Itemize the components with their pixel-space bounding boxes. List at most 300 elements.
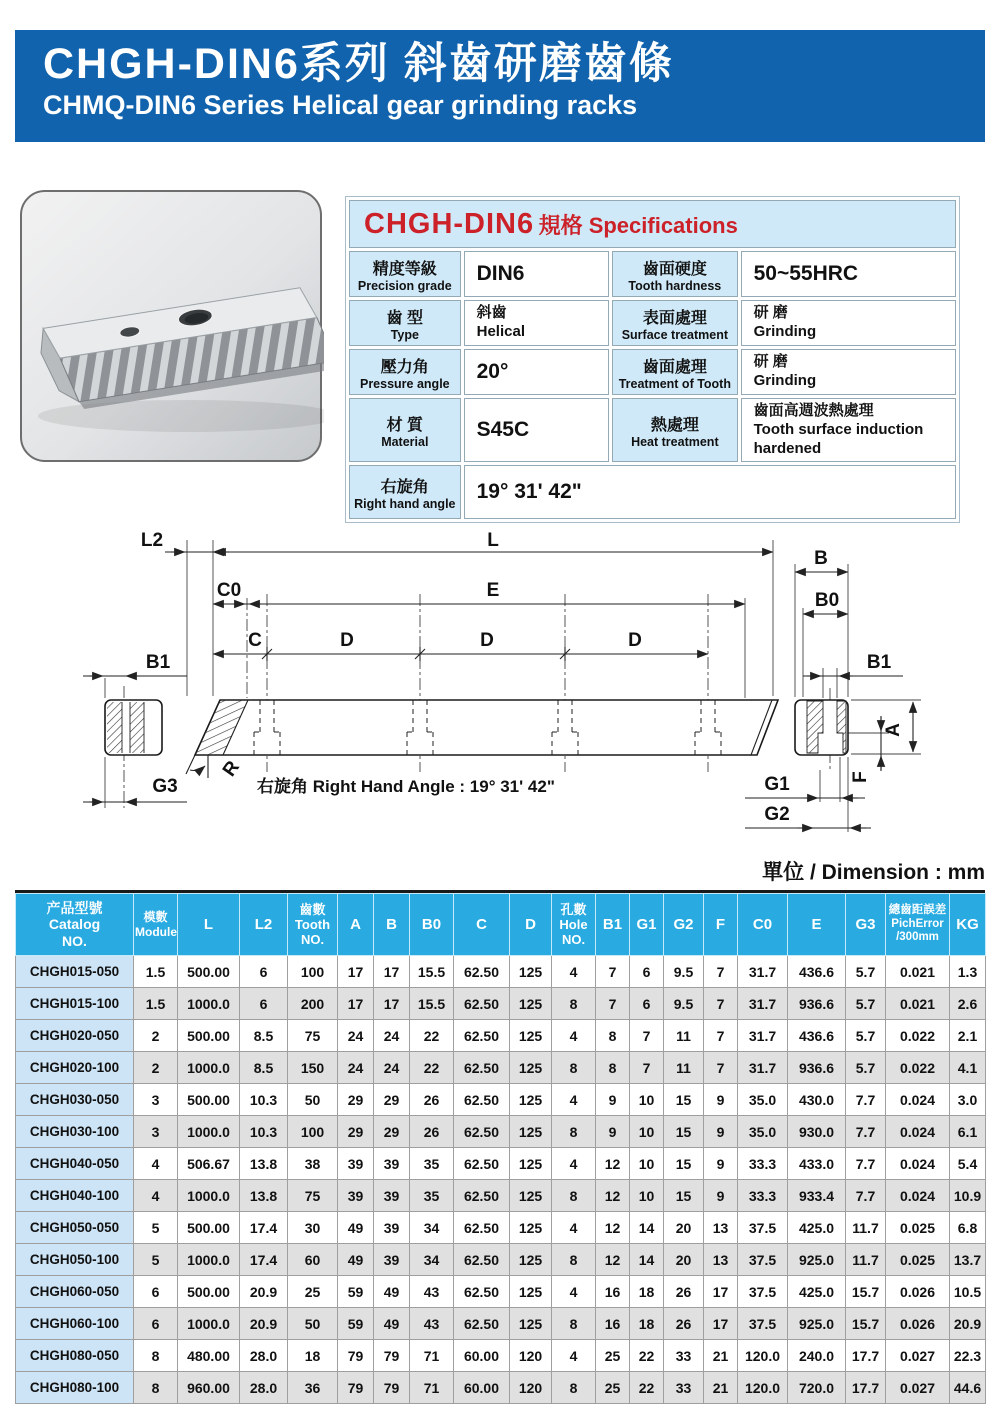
value-cell: 8 [596,1052,630,1084]
spec-value-cell: 20° [464,349,609,395]
value-cell: 5.7 [846,1020,886,1052]
page-header-banner [15,30,985,142]
dim-label-D2: D [480,630,494,651]
value-cell: 62.50 [454,1244,510,1276]
value-cell: 500.00 [178,956,240,988]
value-cell: 62.50 [454,1052,510,1084]
value-cell: 79 [338,1372,374,1404]
dim-label-G1: G1 [764,774,790,795]
value-cell: 49 [338,1212,374,1244]
value-cell: 433.0 [788,1148,846,1180]
value-cell: 7 [596,988,630,1020]
column-header: G1 [630,894,664,956]
value-cell: 10.5 [950,1276,986,1308]
value-cell: 125 [510,1180,552,1212]
page-title-zh: CHGH-DIN6系列 斜齒研磨齒條 [43,40,674,88]
value-cell: 2 [134,1052,178,1084]
value-cell: 100 [288,956,338,988]
value-cell: 3.0 [950,1084,986,1116]
spec-value-cell: 斜齒 Helical [464,300,609,346]
catalog-cell: CHGH050-050 [16,1212,134,1244]
value-cell: 35 [410,1148,454,1180]
column-header: A [338,894,374,956]
value-cell: 5.7 [846,988,886,1020]
value-cell: 7.7 [846,1084,886,1116]
value-cell: 15.7 [846,1276,886,1308]
spec-value-cell: 研 磨 Grinding [741,300,956,346]
value-cell: 33.3 [738,1148,788,1180]
value-cell: 39 [374,1180,410,1212]
column-header: B1 [596,894,630,956]
spec-label-cell: 熱處理 Heat treatment [612,398,738,462]
value-cell: 506.67 [178,1148,240,1180]
value-cell: 5 [134,1212,178,1244]
catalog-cell: CHGH015-100 [16,988,134,1020]
table-row [16,1148,986,1180]
value-cell: 720.0 [788,1372,846,1404]
value-cell: 28.0 [240,1372,288,1404]
value-cell: 60 [288,1244,338,1276]
value-cell: 38 [288,1148,338,1180]
catalog-cell: CHGH020-050 [16,1020,134,1052]
value-cell: 25 [596,1340,630,1372]
value-cell: 7.7 [846,1148,886,1180]
value-cell: 25 [288,1276,338,1308]
spec-title-model: CHGH-DIN6 [364,207,535,240]
table-row [16,1244,986,1276]
value-cell: 8.5 [240,1052,288,1084]
spec-title-row [349,200,956,248]
value-cell: 22 [630,1372,664,1404]
right-cross-section [795,700,848,755]
value-cell: 29 [374,1116,410,1148]
dim-table-body [16,956,986,1404]
value-cell: 31.7 [738,1020,788,1052]
value-cell: 7 [704,956,738,988]
spec-value-cell: 19° 31' 42" [464,465,956,519]
dim-label-F: F [850,771,871,783]
value-cell: 7 [704,1052,738,1084]
catalog-cell: CHGH060-100 [16,1308,134,1340]
value-cell: 9.5 [664,956,704,988]
value-cell: 12 [596,1212,630,1244]
value-cell: 79 [374,1372,410,1404]
value-cell: 62.50 [454,1212,510,1244]
value-cell: 35.0 [738,1116,788,1148]
value-cell: 8 [134,1372,178,1404]
value-cell: 8 [552,1052,596,1084]
value-cell: 6.8 [950,1212,986,1244]
value-cell: 0.024 [886,1180,950,1212]
value-cell: 0.022 [886,1052,950,1084]
value-cell: 13.8 [240,1180,288,1212]
spec-title-suffix: 規格 Specifications [538,212,738,238]
value-cell: 17.4 [240,1244,288,1276]
value-cell: 29 [338,1084,374,1116]
column-header: E [788,894,846,956]
table-row [16,1212,986,1244]
catalog-cell: CHGH015-050 [16,956,134,988]
value-cell: 120 [510,1340,552,1372]
catalog-cell: CHGH080-050 [16,1340,134,1372]
value-cell: 30 [288,1212,338,1244]
value-cell: 60.00 [454,1340,510,1372]
dim-label-C0: C0 [216,580,242,601]
value-cell: 7 [596,956,630,988]
value-cell: 9.5 [664,988,704,1020]
spec-value-cell: 研 磨 Grinding [741,349,956,395]
value-cell: 20 [664,1244,704,1276]
value-cell: 10.3 [240,1084,288,1116]
table-row [16,1372,986,1404]
column-header: 總齒距誤差 PichError /300mm [886,894,950,956]
value-cell: 17 [338,956,374,988]
value-cell: 2.6 [950,988,986,1020]
value-cell: 50 [288,1308,338,1340]
value-cell: 21 [704,1340,738,1372]
spec-value-cell: 50~55HRC [741,251,956,297]
value-cell: 62.50 [454,1020,510,1052]
value-cell: 925.0 [788,1244,846,1276]
value-cell: 4.1 [950,1052,986,1084]
value-cell: 1000.0 [178,1052,240,1084]
value-cell: 59 [338,1308,374,1340]
column-header: 产品型號 Catalog NO. [16,894,134,956]
value-cell: 0.027 [886,1372,950,1404]
value-cell: 500.00 [178,1276,240,1308]
value-cell: 14 [630,1244,664,1276]
table-row [16,988,986,1020]
value-cell: 120.0 [738,1340,788,1372]
value-cell: 0.021 [886,988,950,1020]
value-cell: 62.50 [454,1084,510,1116]
value-cell: 18 [630,1276,664,1308]
value-cell: 15.5 [410,956,454,988]
dim-label-G3: G3 [152,776,178,797]
value-cell: 62.50 [454,988,510,1020]
value-cell: 0.025 [886,1244,950,1276]
value-cell: 75 [288,1020,338,1052]
table-row [16,1052,986,1084]
value-cell: 17 [374,956,410,988]
value-cell: 11 [664,1052,704,1084]
value-cell: 125 [510,1020,552,1052]
value-cell: 20.9 [240,1276,288,1308]
value-cell: 8 [552,1308,596,1340]
value-cell: 930.0 [788,1116,846,1148]
spec-row [349,398,956,462]
catalog-cell: CHGH020-100 [16,1052,134,1084]
table-row [16,1116,986,1148]
value-cell: 0.026 [886,1276,950,1308]
value-cell: 43 [410,1276,454,1308]
value-cell: 26 [664,1276,704,1308]
value-cell: 22 [410,1052,454,1084]
value-cell: 9 [704,1116,738,1148]
dim-label-L: L [487,530,499,551]
rack-shadow [38,400,324,432]
value-cell: 17.7 [846,1372,886,1404]
value-cell: 500.00 [178,1212,240,1244]
value-cell: 20.9 [950,1308,986,1340]
value-cell: 31.7 [738,1052,788,1084]
value-cell: 17.7 [846,1340,886,1372]
spec-label-cell: 表面處理 Surface treatment [612,300,738,346]
value-cell: 4 [552,956,596,988]
value-cell: 17 [374,988,410,1020]
value-cell: 7 [704,988,738,1020]
value-cell: 6 [630,956,664,988]
value-cell: 49 [338,1244,374,1276]
catalog-cell: CHGH080-100 [16,1372,134,1404]
value-cell: 16 [596,1308,630,1340]
value-cell: 200 [288,988,338,1020]
value-cell: 17.4 [240,1212,288,1244]
value-cell: 59 [338,1276,374,1308]
value-cell: 39 [374,1244,410,1276]
value-cell: 7 [704,1020,738,1052]
value-cell: 125 [510,1308,552,1340]
value-cell: 9 [704,1180,738,1212]
value-cell: 33 [664,1340,704,1372]
value-cell: 29 [338,1116,374,1148]
value-cell: 0.024 [886,1116,950,1148]
value-cell: 480.00 [178,1340,240,1372]
value-cell: 31.7 [738,988,788,1020]
value-cell: 6 [240,956,288,988]
value-cell: 18 [630,1308,664,1340]
value-cell: 49 [374,1276,410,1308]
value-cell: 0.021 [886,956,950,988]
unit-note: 單位 / Dimension : mm [762,861,985,884]
column-header: G3 [846,894,886,956]
value-cell: 9 [596,1084,630,1116]
table-row [16,956,986,988]
value-cell: 125 [510,956,552,988]
value-cell: 22 [630,1340,664,1372]
dim-label-C: C [248,630,262,651]
value-cell: 6 [134,1308,178,1340]
value-cell: 0.027 [886,1340,950,1372]
value-cell: 936.6 [788,988,846,1020]
value-cell: 37.5 [738,1308,788,1340]
value-cell: 24 [374,1052,410,1084]
value-cell: 3 [134,1116,178,1148]
value-cell: 1000.0 [178,1116,240,1148]
value-cell: 39 [374,1212,410,1244]
value-cell: 62.50 [454,1116,510,1148]
value-cell: 5 [134,1244,178,1276]
dim-label-D1: D [340,630,354,651]
left-cross-section [105,700,162,755]
value-cell: 150 [288,1052,338,1084]
value-cell: 62.50 [454,1308,510,1340]
table-row [16,1276,986,1308]
catalog-cell: CHGH030-100 [16,1116,134,1148]
value-cell: 28.0 [240,1340,288,1372]
column-header: C0 [738,894,788,956]
value-cell: 22 [410,1020,454,1052]
value-cell: 10 [630,1148,664,1180]
dim-label-R: R [218,757,245,781]
spec-label-cell: 齒 型 Type [349,300,461,346]
value-cell: 2.1 [950,1020,986,1052]
value-cell: 34 [410,1244,454,1276]
value-cell: 10 [630,1116,664,1148]
value-cell: 120 [510,1372,552,1404]
value-cell: 120.0 [738,1372,788,1404]
value-cell: 125 [510,1052,552,1084]
value-cell: 33 [664,1372,704,1404]
value-cell: 33.3 [738,1180,788,1212]
value-cell: 49 [374,1308,410,1340]
column-header: L2 [240,894,288,956]
value-cell: 62.50 [454,1276,510,1308]
dim-label-B1-right: B1 [866,652,892,673]
value-cell: 25 [596,1372,630,1404]
value-cell: 6.1 [950,1116,986,1148]
spec-row [349,349,956,395]
value-cell: 4 [552,1148,596,1180]
value-cell: 15 [664,1084,704,1116]
value-cell: 8 [134,1340,178,1372]
value-cell: 15 [664,1148,704,1180]
value-cell: 79 [338,1340,374,1372]
value-cell: 50 [288,1084,338,1116]
spec-row [349,300,956,346]
value-cell: 12 [596,1148,630,1180]
value-cell: 13 [704,1212,738,1244]
value-cell: 15 [664,1116,704,1148]
value-cell: 37.5 [738,1276,788,1308]
dim-label-A: A [883,723,904,737]
value-cell: 62.50 [454,956,510,988]
catalog-cell: CHGH040-100 [16,1180,134,1212]
value-cell: 425.0 [788,1212,846,1244]
spec-table [345,196,960,523]
value-cell: 13.7 [950,1244,986,1276]
value-cell: 925.0 [788,1308,846,1340]
value-cell: 26 [664,1308,704,1340]
value-cell: 7.7 [846,1116,886,1148]
value-cell: 8.5 [240,1020,288,1052]
value-cell: 9 [704,1148,738,1180]
value-cell: 960.00 [178,1372,240,1404]
value-cell: 15.7 [846,1308,886,1340]
value-cell: 60.00 [454,1372,510,1404]
value-cell: 17 [704,1276,738,1308]
value-cell: 7 [630,1020,664,1052]
value-cell: 4 [134,1148,178,1180]
column-header: D [510,894,552,956]
value-cell: 5.4 [950,1148,986,1180]
value-cell: 35.0 [738,1084,788,1116]
value-cell: 1000.0 [178,1308,240,1340]
value-cell: 1000.0 [178,988,240,1020]
value-cell: 15.5 [410,988,454,1020]
value-cell: 1.5 [134,956,178,988]
value-cell: 425.0 [788,1276,846,1308]
value-cell: 430.0 [788,1084,846,1116]
value-cell: 0.025 [886,1212,950,1244]
value-cell: 17 [338,988,374,1020]
value-cell: 24 [338,1020,374,1052]
value-cell: 10.3 [240,1116,288,1148]
value-cell: 26 [410,1116,454,1148]
value-cell: 12 [596,1244,630,1276]
value-cell: 125 [510,1276,552,1308]
value-cell: 9 [704,1084,738,1116]
value-cell: 26 [410,1084,454,1116]
value-cell: 39 [374,1148,410,1180]
catalog-cell: CHGH060-050 [16,1276,134,1308]
value-cell: 31.7 [738,956,788,988]
value-cell: 0.024 [886,1148,950,1180]
value-cell: 71 [410,1372,454,1404]
value-cell: 8 [552,988,596,1020]
dim-label-D3: D [628,630,642,651]
value-cell: 18 [288,1340,338,1372]
column-header: L [178,894,240,956]
value-cell: 24 [338,1052,374,1084]
value-cell: 71 [410,1340,454,1372]
spec-value-cell: S45C [464,398,609,462]
value-cell: 100 [288,1116,338,1148]
value-cell: 0.022 [886,1020,950,1052]
value-cell: 13 [704,1244,738,1276]
value-cell: 14 [630,1212,664,1244]
value-cell: 8 [552,1180,596,1212]
value-cell: 8 [552,1116,596,1148]
value-cell: 34 [410,1212,454,1244]
value-cell: 10 [630,1180,664,1212]
value-cell: 20 [664,1212,704,1244]
page-title-en: CHMQ-DIN6 Series Helical gear grinding racks [43,90,638,121]
value-cell: 37.5 [738,1244,788,1276]
value-cell: 9 [596,1116,630,1148]
dim-label-B: B [814,548,828,569]
value-cell: 1000.0 [178,1244,240,1276]
value-cell: 10 [630,1084,664,1116]
value-cell: 125 [510,1116,552,1148]
column-header: 模數 Module [134,894,178,956]
value-cell: 37.5 [738,1212,788,1244]
value-cell: 2 [134,1020,178,1052]
value-cell: 8 [552,1372,596,1404]
column-header: B [374,894,410,956]
spec-label-cell: 齒面硬度 Tooth hardness [612,251,738,297]
value-cell: 17 [704,1308,738,1340]
value-cell: 5.7 [846,1052,886,1084]
value-cell: 4 [552,1276,596,1308]
dim-label-E: E [486,580,500,601]
value-cell: 39 [338,1148,374,1180]
value-cell: 39 [338,1180,374,1212]
spec-title-cell [349,200,956,248]
column-header: F [704,894,738,956]
dimension-diagram [15,520,985,850]
value-cell: 22.3 [950,1340,986,1372]
value-cell: 43 [410,1308,454,1340]
value-cell: 79 [374,1340,410,1372]
rack-side-view [195,700,778,755]
value-cell: 21 [704,1372,738,1404]
value-cell: 933.4 [788,1180,846,1212]
value-cell: 8 [552,1244,596,1276]
spec-row [349,465,956,519]
value-cell: 4 [552,1212,596,1244]
value-cell: 936.6 [788,1052,846,1084]
